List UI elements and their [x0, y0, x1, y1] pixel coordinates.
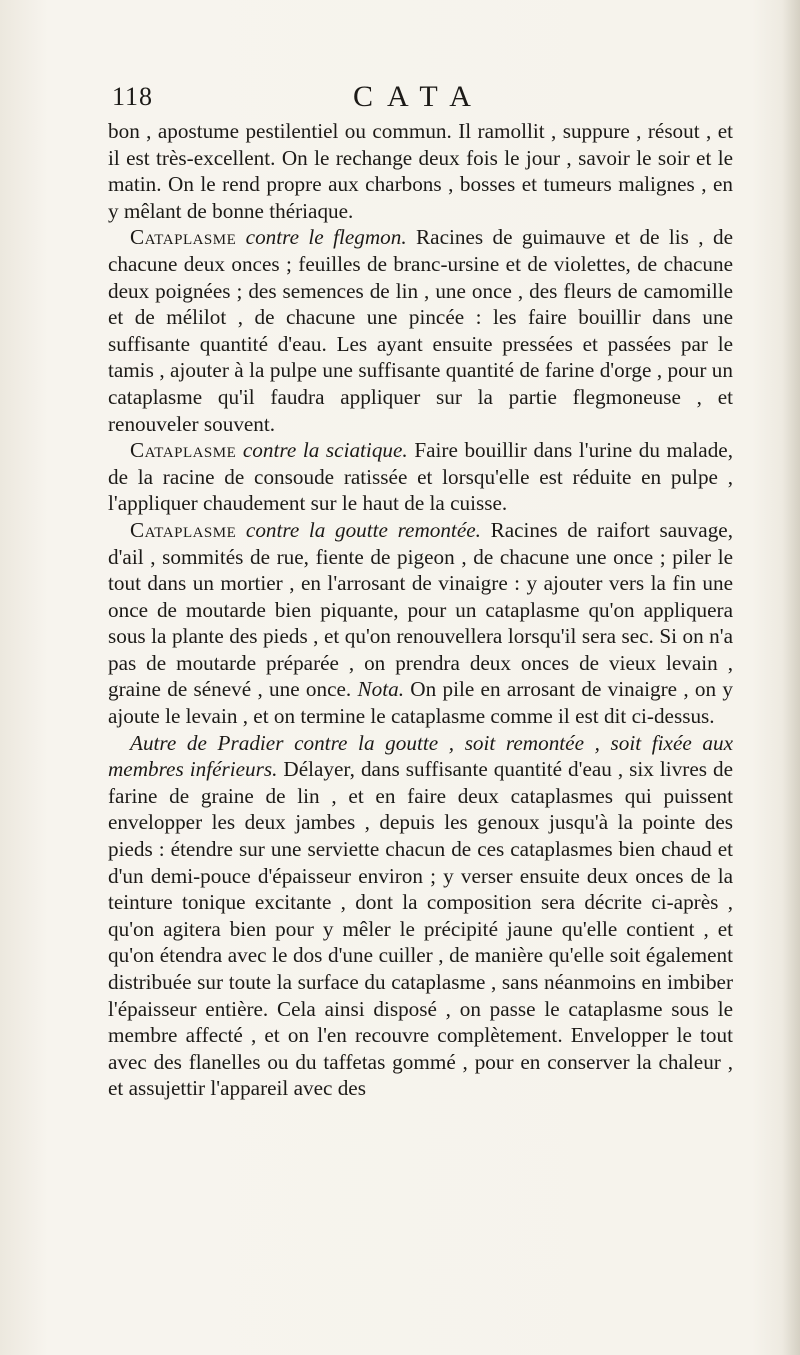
entry-heading: Cataplasme — [130, 438, 237, 463]
entry-text: Racines de guimauve et de lis , de chacune deux onces ; feuilles de branc-ursine et de violettes, de chacune deux poignées ; des semences de lin , une once , des fleurs de camomille et de mélilot , de chacune une pincée : les faire bouillir dans une suffisante quantité d'eau. Les ayant ensuite pressées et passées par le tamis , ajouter à la pulpe une suffisante quantité de farine d'orge , pour un cataplasme qu'il faudra appliquer sur la partie flegmoneuse , et renouveler souvent. — [108, 225, 733, 436]
running-title: CATA — [353, 80, 485, 113]
nota-label: Nota. — [357, 677, 405, 702]
entry-text: Racines de raifort sauvage, d'ail , sommités de rue, fiente de pigeon , de chacune une once ; piler le tout dans un mortier , en l'arrosant de vinaigre : y ajouter vers la fin une once de moutarde bien piquante, pour un cataplasme qu'on appliquera sous la plante des pieds , et qu'on renouvellera lorsqu'il sera sec. Si on n'a pas de moutarde préparée , on prendra deux onces de vieux levain , graine de sénevé , une once. — [108, 517, 734, 702]
entry-text: Faire bouillir dans l'urine du malade, de la racine de consoude ratissée et lorsqu'elle est réduite en pulpe , l'appliquer chaudement sur le haut de la cuisse. — [108, 438, 733, 516]
entry-title: contre le flegmon. — [236, 225, 407, 250]
entry-title: Autre de Pradier contre la goutte , soit remontée , soit fixée aux membres inférieurs. — [108, 730, 733, 782]
entry-title: contre la goutte remontée. — [236, 517, 481, 542]
entry-cataplasme-flegmon — [108, 224, 733, 437]
paragraph-continuation — [108, 118, 733, 224]
entry-title: contre la sciatique. — [236, 438, 408, 463]
entry-cataplasme-goutte — [108, 517, 733, 730]
entry-cataplasme-sciatique — [108, 437, 733, 517]
body-text — [108, 118, 733, 1102]
entry-text-continued: On pile en arrosant de vinaigre , on y ajoute le levain , et on termine le cataplasme comme il est dit ci-dessus. — [108, 677, 733, 729]
entry-heading: Cataplasme — [130, 517, 237, 542]
paragraph-text: bon , apostume pestilentiel ou commun. Il ramollit , suppure , résout , et il est très-excellent. On le rechange deux fois le jour , savoir le soir et le matin. On le rend propre aux charbons , bosses et tumeurs malignes , en y mêlant de bonne thériaque. — [108, 119, 733, 223]
page-number: 118 — [112, 82, 154, 111]
running-head — [108, 78, 730, 118]
page-edge-shadow — [782, 0, 800, 1355]
entry-autre-pradier — [108, 730, 733, 1102]
entry-text: Délayer, dans suffisante quantité d'eau , six livres de farine de graine de lin , et en faire deux cataplasmes qui puissent envelopper les deux jambes , depuis les genoux jusqu'à la pointe des pieds : étendre sur une serviette chacun de ces cataplasmes bien chaud et d'un demi-pouce d'épaisseur environ ; y verser ensuite deux onces de la teinture tonique excitante , dont la composition sera décrite ci-après , qu'on agitera bien pour y mêler le précipité jaune qu'elle contient , et qu'on étendra avec le dos d'une cuiller , de manière qu'elle soit également distribuée sur toute la surface du cataplasme , sans néanmoins en imbiber l'épaisseur entière. Cela ainsi disposé , on passe le cataplasme sous le membre affecté , et on l'en recouvre complètement. Envelopper le tout avec des flanelles ou du taffetas gommé , pour en conserver la chaleur , et assujettir l'appareil avec des — [108, 757, 733, 1101]
entry-heading: Cataplasme — [130, 225, 237, 250]
